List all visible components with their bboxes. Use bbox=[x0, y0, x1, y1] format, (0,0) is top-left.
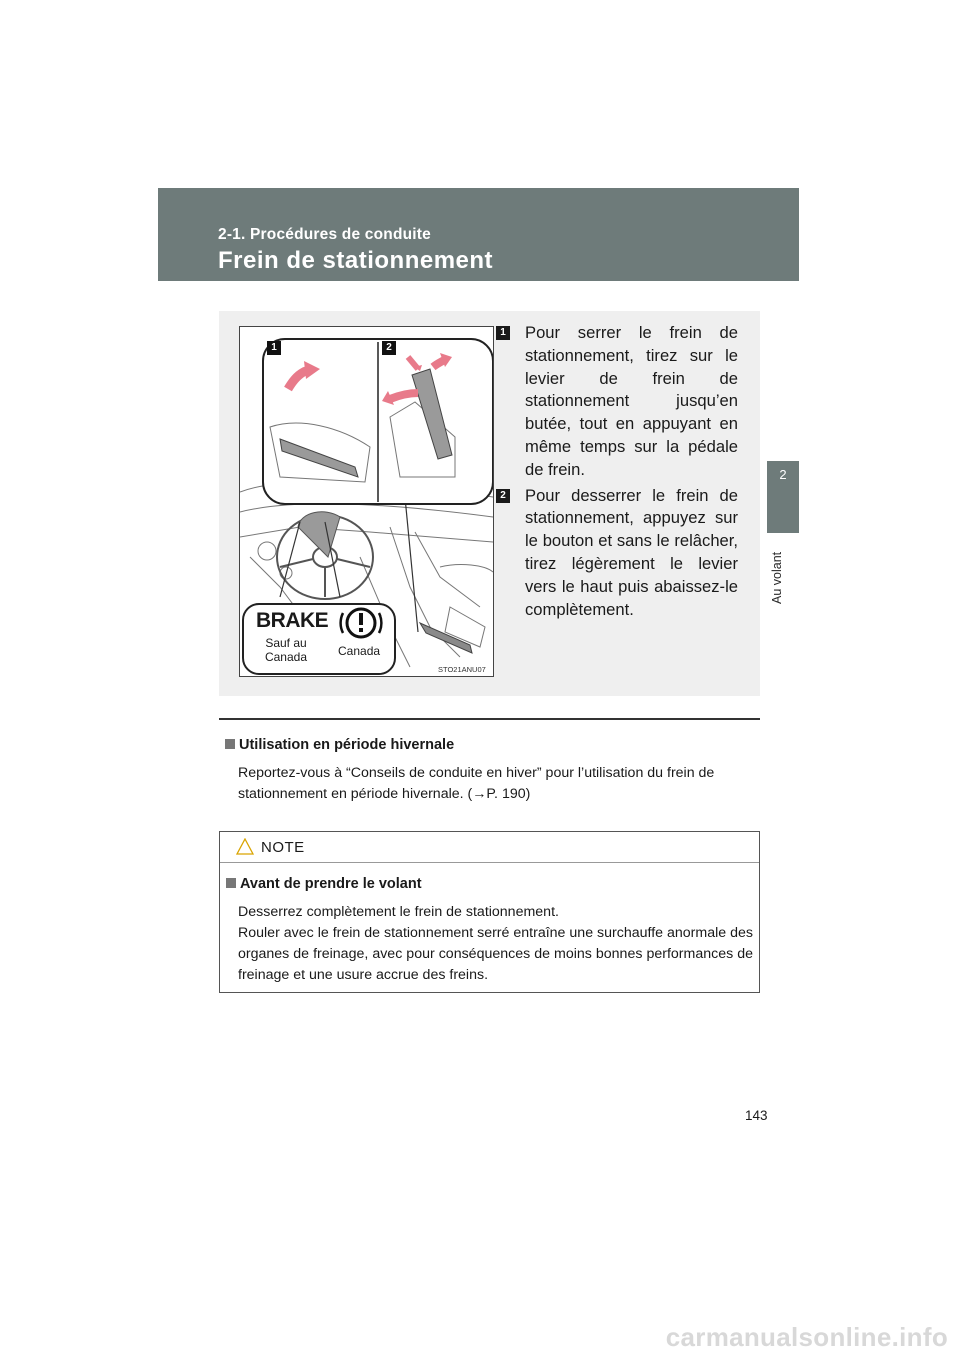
warning-icon bbox=[236, 838, 254, 855]
bullet-square-icon bbox=[225, 739, 235, 749]
page-title: Frein de stationnement bbox=[218, 247, 494, 274]
section-divider bbox=[219, 718, 760, 720]
note-box bbox=[219, 831, 760, 993]
illustration-code: STO21ANU07 bbox=[438, 665, 486, 674]
section-label: 2-1. Procédures de conduite bbox=[218, 226, 431, 243]
parking-brake-illustration bbox=[239, 326, 494, 677]
step-text: Pour desserrer le frein de stationnement, appuyez sur le bouton et sans le relâcher, tirez légèrement le levier vers le haut puis abaissez-le complètement. bbox=[525, 485, 738, 619]
caption-sauf-canada: Sauf au Canada bbox=[264, 636, 308, 664]
steps-list bbox=[496, 322, 738, 624]
note-label: NOTE bbox=[261, 839, 305, 856]
page-number: 143 bbox=[745, 1108, 768, 1123]
illustration-badge-2: 2 bbox=[382, 341, 396, 355]
step-text: Pour serrer le frein de stationnement, tirez sur le levier de frein de stationnement jusqu’en butée, tout en appuyant en même temps sur la pédale de frein. bbox=[525, 323, 738, 479]
caption-canada: Canada bbox=[338, 644, 381, 658]
watermark[interactable]: carmanualsonline.info bbox=[665, 1322, 948, 1352]
note-line-2: Rouler avec le frein de stationnement serré entraîne une surchauffe anormale des organes de freinage, avec pour conséquences de moins bonnes performances de freinage et une usure accrue des freins. bbox=[238, 925, 753, 983]
chapter-tab[interactable]: 2 bbox=[767, 461, 799, 533]
note-heading: Avant de prendre le volant bbox=[226, 876, 422, 892]
winter-text: Reportez-vous à “Conseils de conduite en hiver” pour l’utilisation du frein de stationnement en période hivernale. (→P. 190) bbox=[238, 765, 715, 802]
note-line-1: Desserrez complètement le frein de stationnement. bbox=[238, 904, 559, 920]
step-badge: 1 bbox=[496, 326, 510, 340]
illustration-badge-1: 1 bbox=[267, 341, 281, 355]
chapter-label: Au volant bbox=[770, 551, 784, 604]
note-header bbox=[220, 832, 759, 863]
brake-warning-text: BRAKE bbox=[256, 609, 329, 632]
winter-heading: Utilisation en période hivernale bbox=[225, 737, 454, 753]
step-badge: 2 bbox=[496, 489, 510, 503]
bullet-square-icon bbox=[226, 878, 236, 888]
note-text bbox=[238, 902, 753, 986]
step-2 bbox=[496, 485, 738, 622]
step-1 bbox=[496, 322, 738, 482]
